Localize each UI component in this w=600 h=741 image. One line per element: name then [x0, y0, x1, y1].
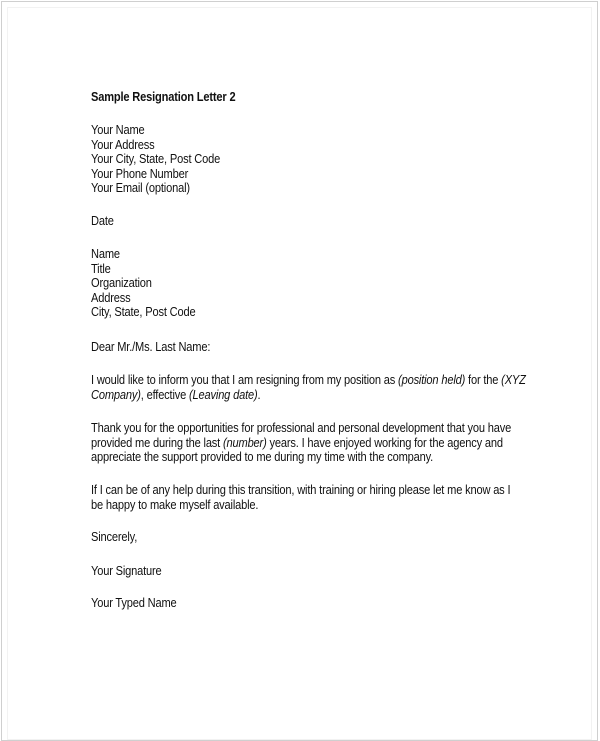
placeholder-number: (number): [222, 434, 267, 450]
letter-title: Sample Resignation Letter 2: [91, 89, 236, 104]
text: appreciate the support provided to me during my time with the company.: [91, 449, 434, 465]
typed-name: Your Typed Name: [91, 595, 177, 610]
text: provided me during the last: [91, 434, 223, 450]
paragraph-1: [91, 373, 526, 402]
text: I would like to inform you that I am resigning from my position as: [91, 372, 399, 387]
recipient-line: Title: [91, 260, 111, 276]
text: for the: [465, 372, 502, 387]
text: .: [257, 386, 261, 402]
signature: Your Signature: [91, 563, 162, 578]
placeholder-company: Company): [91, 386, 141, 402]
recipient-line: City, State, Post Code: [91, 304, 196, 320]
recipient-line: Name: [91, 246, 120, 261]
sender-line: Your Address: [91, 136, 155, 152]
text: If I can be of any help during this transition, with training or hiring please let me know as I: [91, 482, 511, 497]
paragraph-3: [91, 483, 510, 512]
sender-line: Your City, State, Post Code: [91, 151, 221, 167]
sender-line: Your Email (optional): [91, 180, 190, 196]
sender-line: Your Name: [91, 122, 145, 137]
text: , effective: [140, 386, 190, 402]
salutation: Dear Mr./Ms. Last Name:: [91, 339, 211, 354]
date-line: Date: [91, 213, 114, 228]
recipient-line: Organization: [91, 275, 152, 291]
placeholder-position: (position held): [398, 372, 466, 387]
paragraph-2: [91, 421, 511, 465]
document-page: [1, 1, 598, 741]
recipient-line: Address: [91, 289, 131, 305]
text: be happy to make myself available.: [91, 496, 259, 512]
recipient-block: [91, 247, 195, 320]
text: Thank you for the opportunities for professional and personal development that you have: [91, 420, 512, 435]
sender-block: [91, 123, 220, 196]
sender-line: Your Phone Number: [91, 165, 189, 181]
text: years. I have enjoyed working for the agency and: [266, 434, 503, 450]
closing: Sincerely,: [91, 529, 138, 544]
placeholder-leaving-date: (Leaving date): [189, 386, 258, 402]
placeholder-company: (XYZ: [501, 372, 526, 387]
